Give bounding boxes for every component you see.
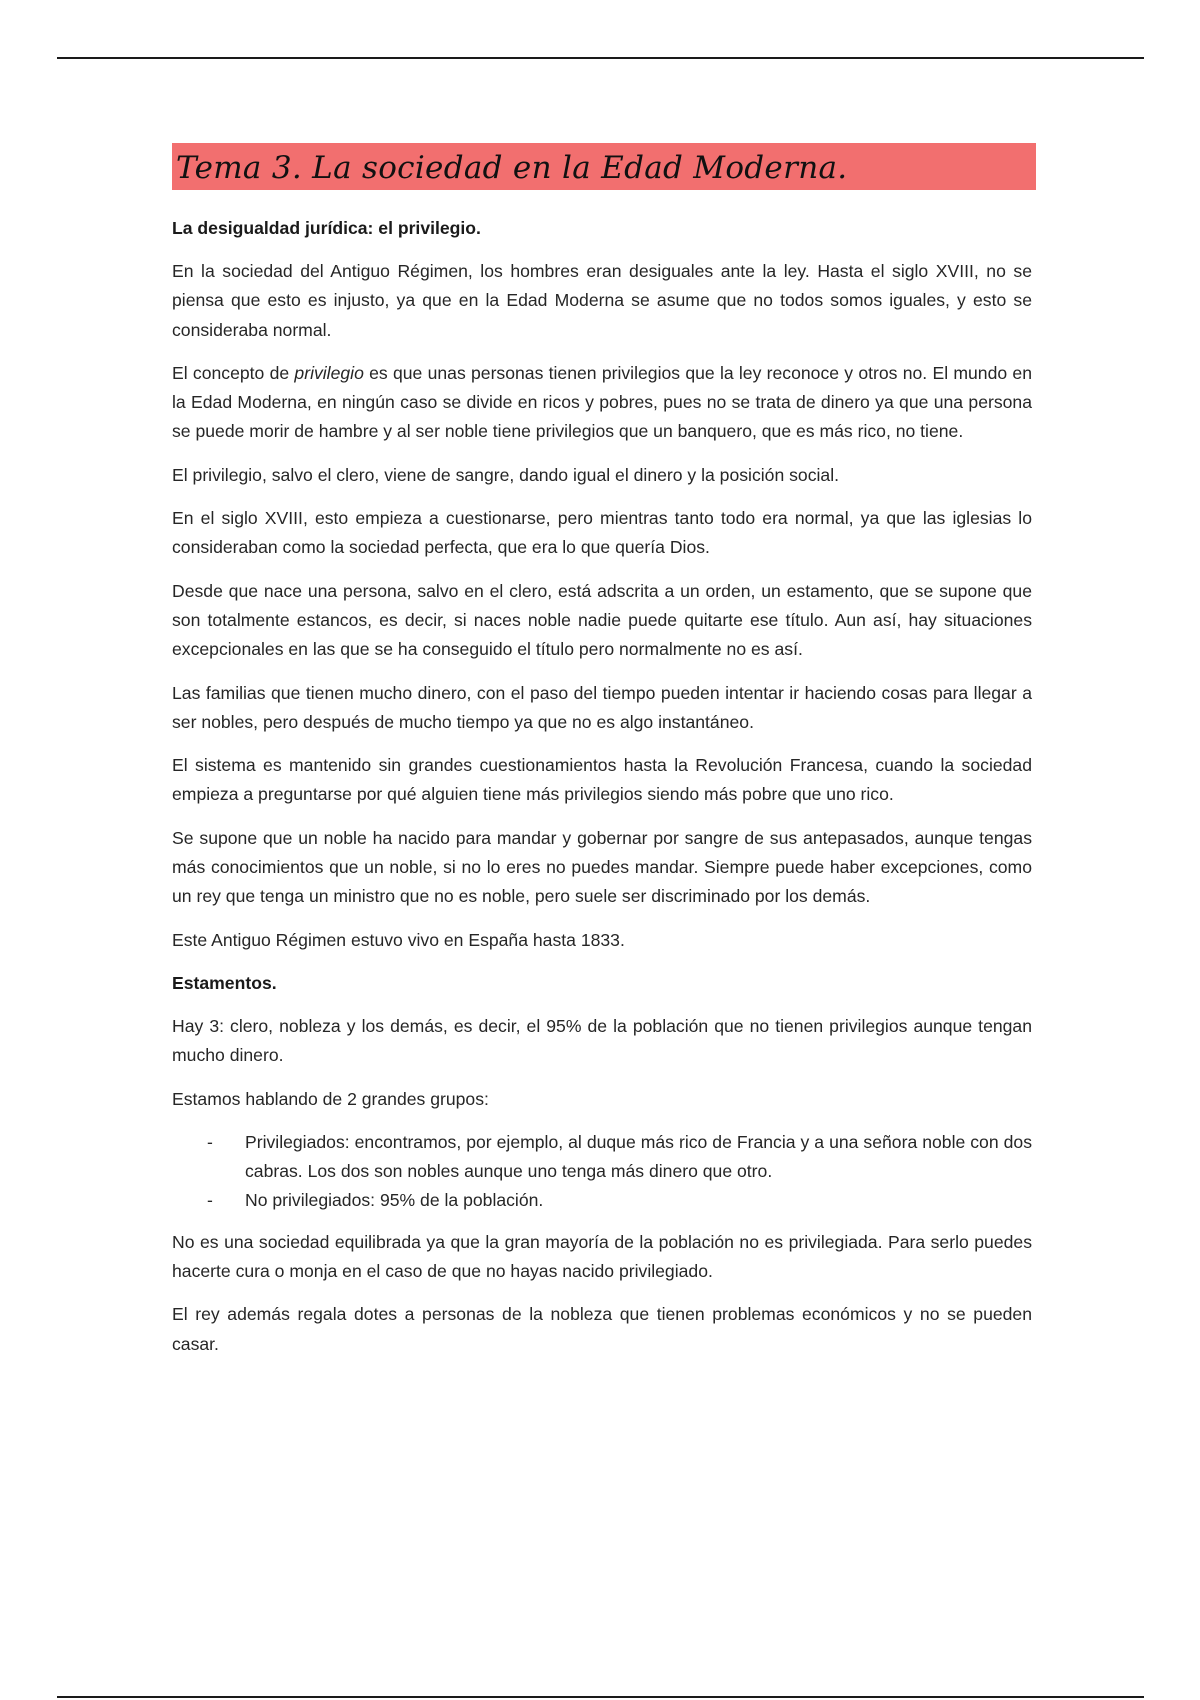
title-highlight — [172, 143, 1036, 190]
paragraph: En la sociedad del Antiguo Régimen, los hombres eran desiguales ante la ley. Hasta el siglo XVIII, no se piensa que esto es injusto, ya que en la Edad Moderna se asume que no todos somos iguales, y esto se consideraba normal. — [172, 261, 1032, 340]
paragraph: Estamos hablando de 2 grandes grupos: — [172, 1088, 489, 1109]
list-item — [207, 1186, 1032, 1215]
section-heading-estamentos: Estamentos. — [172, 972, 277, 993]
paragraph: Las familias que tienen mucho dinero, con el paso del tiempo pueden intentar ir haciendo cosas para llegar a ser nobles, pero después de mucho tiempo ya que no es algo instantáneo. — [172, 682, 1032, 732]
list-bullet: - — [207, 1190, 213, 1211]
paragraph-text: es que unas personas tienen privilegios que la ley reconoce y otros no. El mundo en la Edad Moderna, en ningún caso se divide en ricos y pobres, pues no se trata de dinero ya que una persona se puede morir de hambre y al ser noble tiene privilegios que un banquero, que es más rico, no tiene. — [172, 362, 1032, 442]
paragraph: El sistema es mantenido sin grandes cuestionamientos hasta la Revolución Francesa, cuando la sociedad empieza a preguntarse por qué alguien tiene más privilegios siendo más pobre que uno rico. — [172, 755, 1032, 805]
paragraph: El privilegio, salvo el clero, viene de sangre, dando igual el dinero y la posición social. — [172, 464, 839, 485]
paragraph-text: El concepto de — [172, 362, 295, 383]
list-item-text: Privilegiados: encontramos, por ejemplo, al duque más rico de Francia y a una señora noble con dos cabras. Los dos son nobles aunque uno tenga más dinero que otro. — [245, 1131, 1032, 1182]
paragraph: Se supone que un noble ha nacido para mandar y gobernar por sangre de sus antepasados, aunque tengas más conocimientos que un noble, si no lo eres no puedes mandar. Siempre puede haber excepciones, como un rey que tenga un ministro que no es noble, pero suele ser discriminado por los demás. — [172, 827, 1032, 907]
top-rule — [57, 57, 1144, 59]
list-item-text: No privilegiados: 95% de la población. — [245, 1190, 544, 1211]
section-heading-privilegio: La desigualdad jurídica: el privilegio. — [172, 218, 481, 238]
paragraph: Este Antiguo Régimen estuvo vivo en España hasta 1833. — [172, 929, 625, 950]
paragraph: Desde que nace una persona, salvo en el clero, está adscrita a un orden, un estamento, que se supone que son totalmente estancos, es decir, si naces noble nadie puede quitarte ese título. Aun así, hay situaciones excepcionales en las que se ha conseguido el título pero normalmente no es así. — [172, 580, 1032, 660]
page-title: Tema 3. La sociedad en la Edad Moderna. — [176, 149, 848, 186]
document-body — [172, 143, 1032, 1373]
list-item — [207, 1128, 1032, 1187]
paragraph — [172, 359, 1032, 447]
list-bullet: - — [207, 1131, 213, 1152]
paragraph: Hay 3: clero, nobleza y los demás, es decir, el 95% de la población que no tienen privilegios aunque tengan mucho dinero. — [172, 1015, 1032, 1066]
paragraph: El rey además regala dotes a personas de la nobleza que tienen problemas económicos y no se pueden casar. — [172, 1304, 1032, 1354]
italic-term: privilegio — [294, 362, 364, 383]
paragraph: No es una sociedad equilibrada ya que la gran mayoría de la población no es privilegiada. Para serlo puedes hacerte cura o monja en el caso de que no hayas nacido privilegiado. — [172, 1231, 1032, 1282]
groups-list — [172, 1128, 1032, 1216]
bottom-rule — [57, 1696, 1144, 1698]
paragraph: En el siglo XVIII, esto empieza a cuestionarse, pero mientras tanto todo era normal, ya que las iglesias lo consideraban como la sociedad perfecta, que era lo que quería Dios. — [172, 508, 1032, 558]
